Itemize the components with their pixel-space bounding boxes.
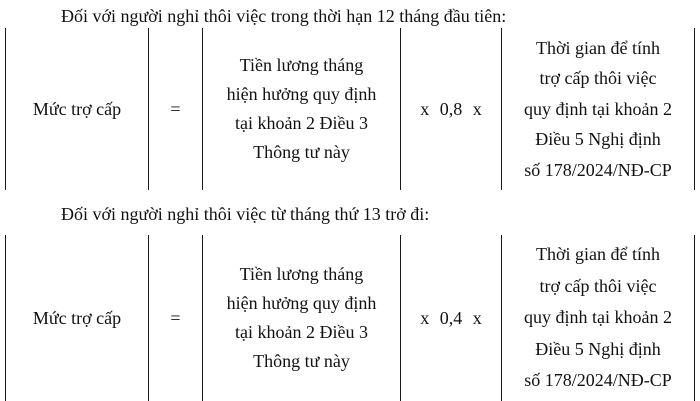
column-divider [694, 28, 695, 190]
equals-cell [149, 235, 202, 401]
service-time-cell [502, 235, 694, 401]
service-time-cell [502, 28, 694, 190]
allowance-label-cell [6, 235, 148, 401]
section-2-heading: Đối với người nghỉ thôi việc từ tháng thứ 13 trở đi: [61, 204, 430, 224]
equals-sign: = [170, 98, 181, 119]
allowance-label: Mức trợ cấp [32, 307, 122, 328]
service-time-line: quy định tại khoản 2 [524, 98, 672, 119]
equals-sign: = [170, 307, 181, 328]
wage-line: tại khoản 2 Điều 3 [235, 113, 368, 133]
service-time-line: Điều 5 Nghị định [535, 129, 661, 150]
service-time-line: Thời gian để tính [535, 37, 660, 58]
allowance-label-cell [6, 28, 148, 190]
wage-cell [203, 28, 400, 190]
multiplier: x 0,8 x [420, 98, 482, 119]
multiplier: x 0,4 x [420, 307, 482, 328]
service-time-line: quy định tại khoản 2 [524, 307, 672, 328]
wage-text [227, 260, 377, 376]
section-1-heading: Đối với người nghỉ thôi việc trong thời hạn 12 tháng đầu tiên: [61, 6, 507, 26]
wage-line: Tiền lương tháng [239, 264, 364, 284]
wage-line: hiện hưởng quy định [226, 84, 377, 104]
service-time-line: trợ cấp thôi việc [539, 275, 657, 296]
column-divider [694, 235, 695, 401]
service-time-line: số 178/2024/NĐ-CP [524, 159, 672, 180]
formula-table-first-12-months [0, 28, 700, 190]
service-time-line: trợ cấp thôi việc [539, 68, 657, 89]
service-time-text [524, 239, 672, 397]
wage-line: Thông tư này [253, 351, 350, 371]
multiplier-cell [401, 235, 501, 401]
wage-text [227, 51, 377, 167]
service-time-line: Thời gian để tính [535, 244, 660, 265]
wage-line: tại khoản 2 Điều 3 [235, 322, 368, 342]
multiplier-cell [401, 28, 501, 190]
wage-line: Thông tư này [253, 142, 350, 162]
service-time-text [524, 33, 672, 186]
equals-cell [149, 28, 202, 190]
formula-table-from-month-13 [0, 235, 700, 401]
wage-cell [203, 235, 400, 401]
service-time-line: Điều 5 Nghị định [535, 338, 661, 359]
wage-line: Tiền lương tháng [239, 55, 364, 75]
wage-line: hiện hưởng quy định [226, 293, 377, 313]
allowance-label: Mức trợ cấp [32, 98, 122, 119]
service-time-line: số 178/2024/NĐ-CP [524, 370, 672, 391]
